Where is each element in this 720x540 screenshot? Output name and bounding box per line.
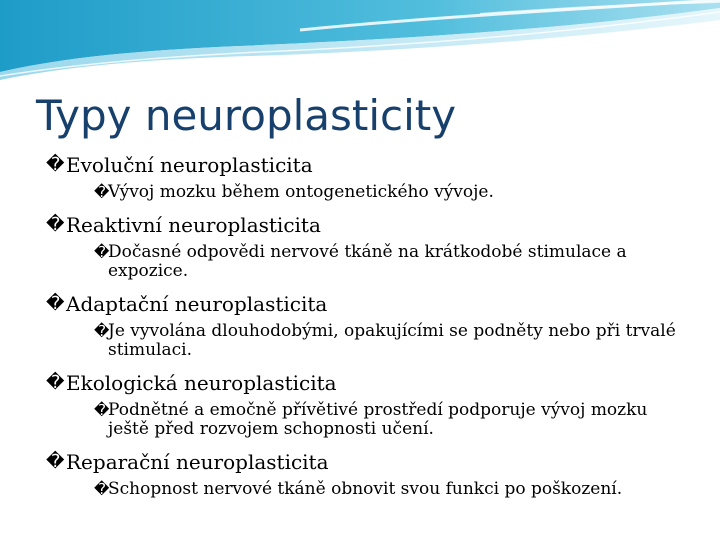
header-wave-decoration — [0, 0, 720, 90]
bullet-heading — [46, 212, 686, 238]
bullet-subtext-text: Podnětné a emočně přívětivé prostředí podporuje vývoj mozku ještě před rozvojem schopnosti učení. — [108, 400, 648, 439]
bullet-subtext — [94, 183, 686, 202]
bullet-heading — [46, 291, 686, 317]
bullet-subtext — [94, 480, 686, 499]
sub-bullet-glyph-icon: � — [94, 243, 110, 261]
list-item — [46, 370, 686, 439]
sub-bullet-glyph-icon: � — [94, 322, 110, 340]
bullet-glyph-icon: � — [46, 214, 65, 235]
slide-title: Typy neuroplasticity — [36, 91, 457, 140]
bullet-subtext-text: Schopnost nervové tkáně obnovit svou funkci po poškození. — [108, 479, 623, 499]
bullet-glyph-icon: � — [46, 293, 65, 314]
bullet-glyph-icon: � — [46, 451, 65, 472]
bullet-glyph-icon: � — [46, 372, 65, 393]
sub-bullet-glyph-icon: � — [94, 401, 110, 419]
bullet-list — [46, 152, 686, 509]
list-item — [46, 449, 686, 499]
bullet-subtext-text: Je vyvolána dlouhodobými, opakujícími se podněty nebo při trvalé stimulaci. — [108, 321, 676, 360]
bullet-heading-text: Adaptační neuroplasticita — [66, 292, 328, 316]
list-item — [46, 212, 686, 281]
bullet-heading-text: Reparační neuroplasticita — [66, 450, 329, 474]
bullet-subtext — [94, 322, 686, 360]
bullet-subtext-text: Dočasné odpovědi nervové tkáně na krátkodobé stimulace a expozice. — [108, 242, 627, 281]
bullet-heading — [46, 152, 686, 178]
list-item — [46, 152, 686, 202]
bullet-heading — [46, 370, 686, 396]
sub-bullet-glyph-icon: � — [94, 480, 110, 498]
sub-bullet-glyph-icon: � — [94, 183, 110, 201]
bullet-heading-text: Evoluční neuroplasticita — [66, 153, 313, 177]
bullet-heading — [46, 449, 686, 475]
bullet-subtext — [94, 401, 686, 439]
bullet-heading-text: Reaktivní neuroplasticita — [66, 213, 321, 237]
bullet-glyph-icon: � — [46, 154, 65, 175]
bullet-subtext — [94, 243, 686, 281]
list-item — [46, 291, 686, 360]
bullet-heading-text: Ekologická neuroplasticita — [66, 371, 337, 395]
bullet-subtext-text: Vývoj mozku během ontogenetického vývoje. — [108, 182, 494, 202]
